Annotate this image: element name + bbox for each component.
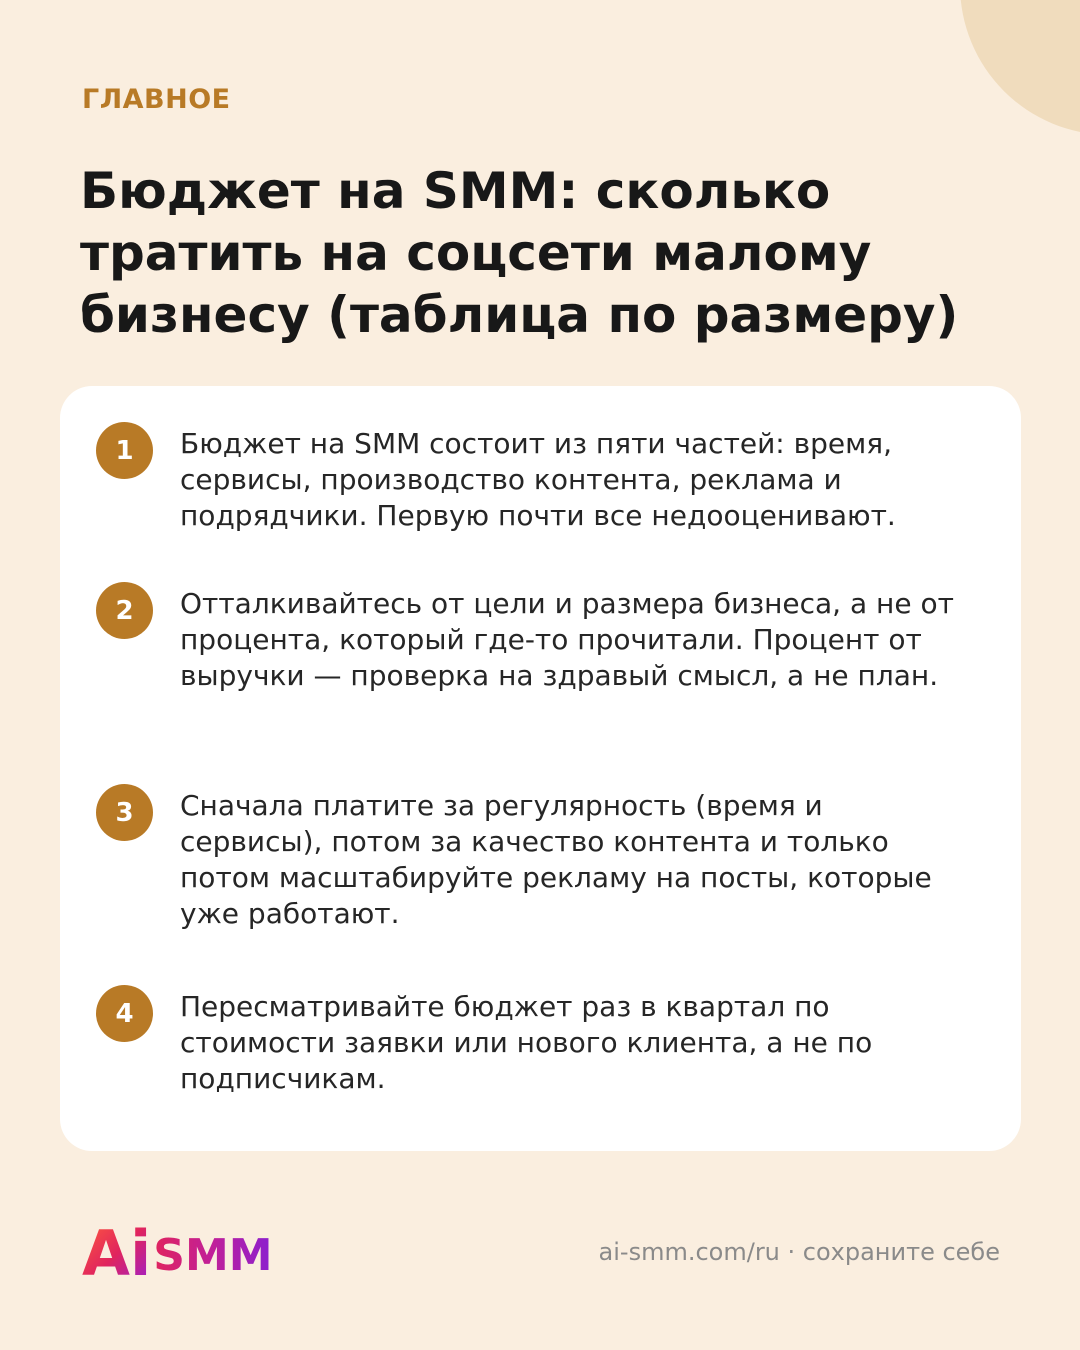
tips-card	[60, 386, 1021, 1151]
brand-logo	[82, 1215, 273, 1290]
tip-text: Бюджет на SMM состоит из пяти частей: время, сервисы, производство контента, реклама и подрядчики. Первую почти все недооценивают.	[180, 427, 896, 532]
logo-ai-mark: Ai	[82, 1217, 152, 1290]
tip-number-badge: 2	[96, 582, 153, 639]
tip-text: Отталкивайтесь от цели и размера бизнеса, а не от процента, который где-то прочитали. Процент от выручки — проверка на здравый смысл, а не план.	[180, 587, 954, 692]
tip-text: Сначала платите за регулярность (время и сервисы), потом за качество контента и только потом масштабируйте рекламу на посты, которые уже работают.	[180, 789, 932, 930]
tip-text: Пересматривайте бюджет раз в квартал по стоимости заявки или нового клиента, а не по подписчикам.	[180, 990, 873, 1095]
logo-smm-wordmark: SMM	[153, 1230, 273, 1281]
tip-number-badge: 3	[96, 784, 153, 841]
tip-number-badge: 4	[96, 985, 153, 1042]
page-title: Бюджет на SMM: сколько тратить на соцсети малому бизнесу (таблица по размеру)	[80, 162, 959, 344]
decorative-corner-circle	[960, 0, 1080, 135]
footer-site-caption: ai-smm.com/ru · сохраните себе	[598, 1238, 1000, 1266]
section-kicker: ГЛАВНОЕ	[82, 84, 231, 115]
tip-number-badge: 1	[96, 422, 153, 479]
